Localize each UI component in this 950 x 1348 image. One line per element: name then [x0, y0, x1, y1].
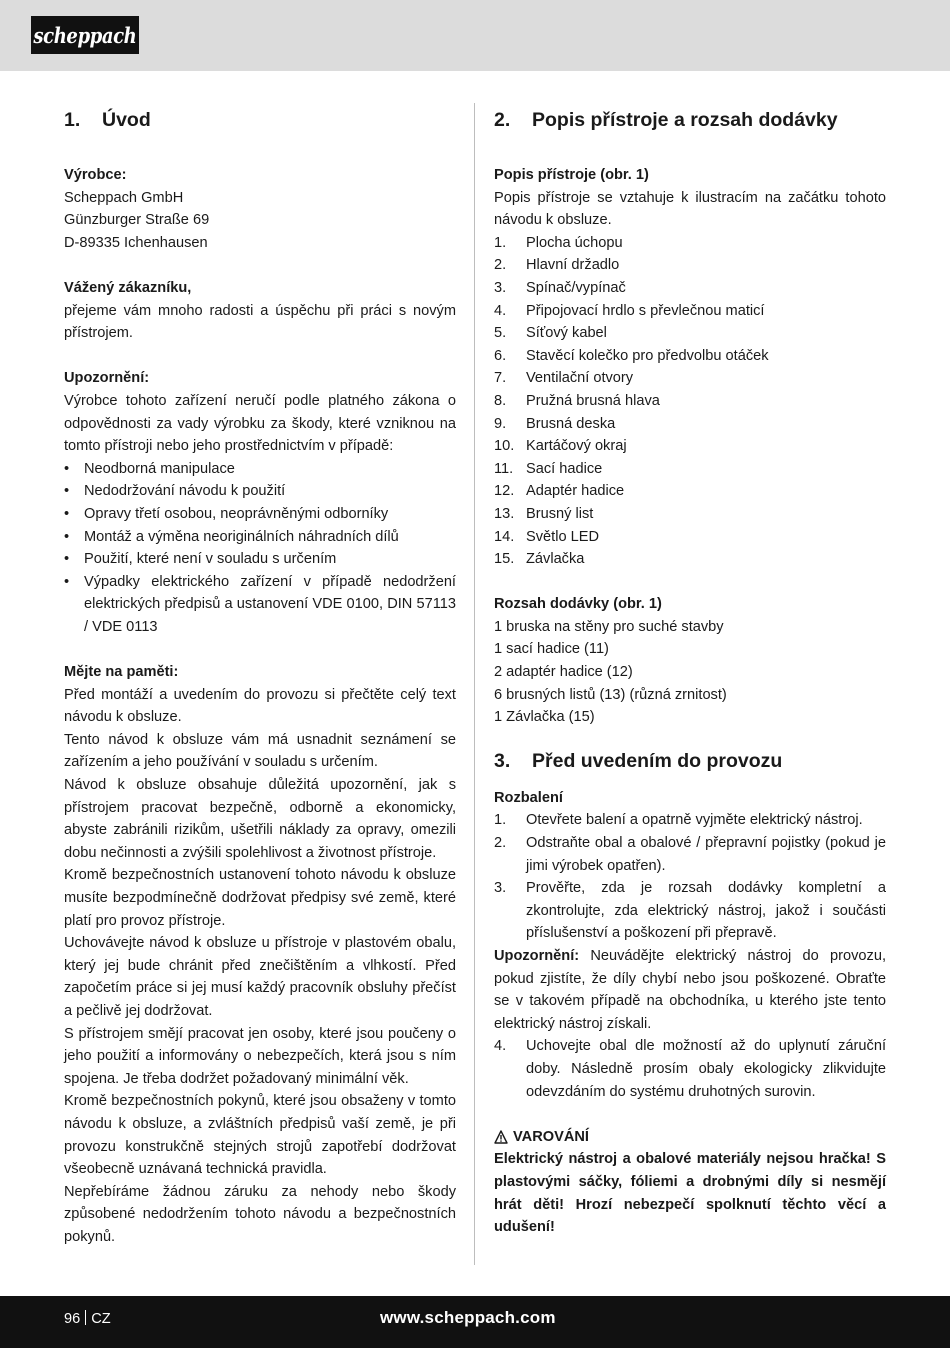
item-number: 7. — [494, 370, 507, 387]
notice-label: Upozornění: — [64, 370, 150, 387]
list-item — [494, 367, 886, 390]
item-text: Kartáčový okraj — [526, 438, 627, 455]
scope-of-delivery-label: Rozsah dodávky (obr. 1) — [494, 596, 662, 613]
section-title: Úvod — [102, 109, 151, 131]
item-text: Uchovejte obal dle možností až do uplynutí záruční doby. Následně prosím obaly ekologicky zlikvidujte odevzdáním do systému druhotných surovin. — [526, 1038, 886, 1100]
list-item: • Výpadky elektrického zařízení v případě nedodržení elektrických předpisů a ustanovení VDE 0100, DIN 57113 / VDE 0113 — [64, 571, 456, 639]
item-text: Závlačka — [526, 551, 585, 568]
item-number: 12. — [494, 483, 515, 500]
list-item: • Nedodržování návodu k použití — [64, 480, 456, 503]
list-item — [494, 832, 886, 877]
remember-paragraph: Kromě bezpečnostních ustanovení tohoto návodu k obsluze musíte bezpodmínečně dodržovat předpisy své země, které platí pro provoz přístroje. — [64, 867, 456, 929]
device-description-label: Popis přístroje (obr. 1) — [494, 167, 649, 183]
manufacturer-line: Scheppach GmbH — [64, 189, 184, 206]
remember-label: Mějte na paměti: — [64, 664, 179, 681]
item-text: Síťový kabel — [526, 325, 607, 342]
language-code: CZ — [91, 1311, 111, 1327]
scheppach-logo — [31, 16, 139, 54]
item-number: 6. — [494, 347, 507, 364]
list-item — [494, 254, 886, 277]
warning-heading — [494, 1126, 886, 1149]
list-item: • Montáž a výměna neoriginálních náhradních dílů — [64, 526, 456, 549]
item-number: 3. — [494, 279, 507, 296]
remember-paragraph: S přístrojem smějí pracovat jen osoby, které jsou poučeny o jeho použití a informovány o nebezpečích, která jsou s ním spojena. Je třeba dodržet požadovaný minimální věk. — [64, 1025, 456, 1087]
list-item — [494, 300, 886, 323]
notice-2-text: Neuvádějte elektrický nástroj do provozu, pokud zjistíte, že díly chybí nebo jsou poškozené. Obraťte se v takovém případě na obchodníka, u kterého jste tento elektrický nástroj získali. — [494, 948, 886, 1032]
list-item — [494, 345, 886, 368]
remember-paragraph: Tento návod k obsluze vám má usnadnit seznámení se zařízením a jeho používání v souladu s určením. — [64, 731, 456, 771]
section-2-heading — [494, 106, 886, 134]
device-description-text: Popis přístroje se vztahuje k ilustracím na začátku tohoto návodu k obsluze. — [494, 189, 886, 229]
list-item: • Opravy třetí osobou, neoprávněnými odborníky — [64, 503, 456, 526]
notice-2 — [494, 945, 886, 1035]
list-item — [494, 877, 886, 945]
list-item: • Použití, které není v souladu s určením — [64, 548, 456, 571]
item-text: Adaptér hadice — [526, 483, 625, 500]
unpacking-label: Rozbalení — [494, 789, 563, 806]
item-number: 15. — [494, 551, 515, 568]
warning-label: VAROVÁNÍ — [513, 1128, 589, 1145]
list-item — [494, 458, 886, 481]
left-column — [64, 106, 456, 1249]
footer-bar — [0, 1296, 950, 1348]
item-text: Připojovací hrdlo s převlečnou maticí — [526, 302, 765, 319]
list-item — [494, 548, 886, 571]
item-number: 8. — [494, 392, 507, 409]
section-number: 1. — [64, 109, 81, 131]
item-number: 14. — [494, 528, 515, 545]
list-item — [494, 526, 886, 549]
item-text: Ventilační otvory — [526, 370, 634, 387]
separator — [85, 1310, 86, 1325]
warning-triangle-icon — [494, 1130, 508, 1144]
header-bar — [0, 0, 950, 71]
item-text: Pružná brusná hlava — [526, 392, 660, 409]
notice-2-label: Upozornění: — [494, 948, 580, 964]
list-item — [494, 435, 886, 458]
section-title: Popis přístroje a rozsah dodávky — [532, 109, 838, 131]
remember-paragraph: Uchovávejte návod k obsluze u přístroje v plastovém obalu, který jej bude chránit před znečištěním a vlhkostí. Před započetím práce si jej musí každý pracovník obsluhy přečíst a pečlivě jej dodržovat. — [64, 935, 456, 1019]
item-text: Brusná deska — [526, 415, 616, 432]
liability-list — [64, 458, 456, 639]
item-number: 1. — [494, 812, 507, 829]
scope-line: 1 Závlačka (15) — [494, 709, 595, 726]
list-item — [494, 390, 886, 413]
remember-paragraph: Kromě bezpečnostních pokynů, které jsou obsaženy v tomto návodu k obsluze, a zvláštních předpisů vaší země, je při provozu konstrukčně stejných strojů zapotřebí dodržovat všeobecně uznávaná technická pravidla. — [64, 1093, 456, 1178]
list-item — [494, 503, 886, 526]
item-text: Brusný list — [526, 505, 594, 522]
item-number: 3. — [494, 880, 507, 897]
scope-line: 6 brusných listů (13) (různá zrnitost) — [494, 686, 727, 703]
section-3-heading — [494, 747, 886, 775]
unpacking-steps — [494, 809, 886, 945]
item-number: 2. — [494, 257, 507, 274]
scope-line: 1 sací hadice (11) — [494, 641, 609, 658]
item-number: 13. — [494, 505, 515, 522]
remember-paragraph: Nepřebíráme žádnou záruku za nehody nebo škody způsobené nedodržením tohoto návodu a bezpečnostních pokynů. — [64, 1183, 456, 1245]
item-number: 4. — [494, 302, 507, 319]
list-item — [494, 232, 886, 255]
page-indicator — [64, 1310, 111, 1327]
item-text: Stavěcí kolečko pro předvolbu otáček — [526, 347, 769, 364]
logo-text: scheppach — [33, 22, 137, 48]
right-column — [494, 106, 886, 1239]
manufacturer-line: Günzburger Straße 69 — [64, 212, 210, 229]
item-number: 9. — [494, 415, 507, 432]
parts-list — [494, 232, 886, 571]
page-number: 96 — [64, 1311, 81, 1327]
item-text: Odstraňte obal a obalové / přepravní pojistky (pokud je jimi výrobek opatřen). — [526, 835, 886, 874]
item-text: Spínač/vypínač — [526, 279, 626, 296]
item-text: Otevřete balení a opatrně vyjměte elektrický nástroj. — [526, 812, 863, 829]
list-item — [494, 1035, 886, 1103]
website-link[interactable]: www.scheppach.com — [380, 1308, 556, 1327]
remember-paragraph: Před montáží a uvedením do provozu si přečtěte celý text návodu k obsluze. — [64, 686, 456, 726]
manufacturer-line: D-89335 Ichenhausen — [64, 234, 208, 251]
list-item: • Neodborná manipulace — [64, 458, 456, 481]
list-item — [494, 277, 886, 300]
column-divider — [474, 103, 475, 1265]
section-1-heading — [64, 106, 456, 134]
item-number: 10. — [494, 438, 515, 455]
unpacking-step-4 — [494, 1035, 886, 1103]
item-number: 5. — [494, 325, 507, 342]
list-item — [494, 413, 886, 436]
list-item — [494, 809, 886, 832]
item-text: Světlo LED — [526, 528, 600, 545]
list-item — [494, 480, 886, 503]
item-number: 11. — [494, 460, 514, 477]
section-number: 2. — [494, 109, 511, 131]
item-text: Prověřte, zda je rozsah dodávky kompletní a zkontrolujte, zda elektrický nástroj, jakož i součásti příslušenství a poškození při přepravě. — [526, 880, 886, 942]
item-text: Hlavní držadlo — [526, 257, 620, 274]
remember-paragraph: Návod k obsluze obsahuje důležitá upozornění, jak s přístrojem pracovat bezpečně, odborně a ekonomicky, abyste zabránili rizikům, ušetřili náklady za opravy, omezili dobu nečinnosti a zvýšili spolehlivost a životnost přístroje. — [64, 777, 456, 861]
item-number: 4. — [494, 1038, 507, 1055]
dear-customer-text: přejeme vám mnoho radosti a úspěchu při práci s novým přístrojem. — [64, 302, 456, 342]
section-number: 3. — [494, 749, 511, 772]
scope-line: 1 bruska na stěny pro suché stavby — [494, 618, 724, 635]
item-number: 1. — [494, 234, 507, 251]
manufacturer-label: Výrobce: — [64, 167, 127, 183]
dear-customer-label: Vážený zákazníku, — [64, 279, 192, 296]
scope-line: 2 adaptér hadice (12) — [494, 664, 633, 681]
item-text: Plocha úchopu — [526, 234, 623, 251]
list-item — [494, 322, 886, 345]
notice-text: Výrobce tohoto zařízení neručí podle platného zákona o odpovědnosti za vady výrobku za škody, které vzniknou na tomto přístroji nebo jeho prostřednictvím v případě: — [64, 392, 456, 455]
section-title: Před uvedením do provozu — [532, 749, 783, 772]
warning-text: Elektrický nástroj a obalové materiály nejsou hračka! S plastovými sáčky, fóliemi a drobnými díly si nesmějí hrát děti! Hrozí nebezpečí spolknutí těchto věcí a udušení! — [494, 1151, 886, 1236]
item-text: Sací hadice — [526, 460, 603, 477]
item-number: 2. — [494, 835, 507, 852]
